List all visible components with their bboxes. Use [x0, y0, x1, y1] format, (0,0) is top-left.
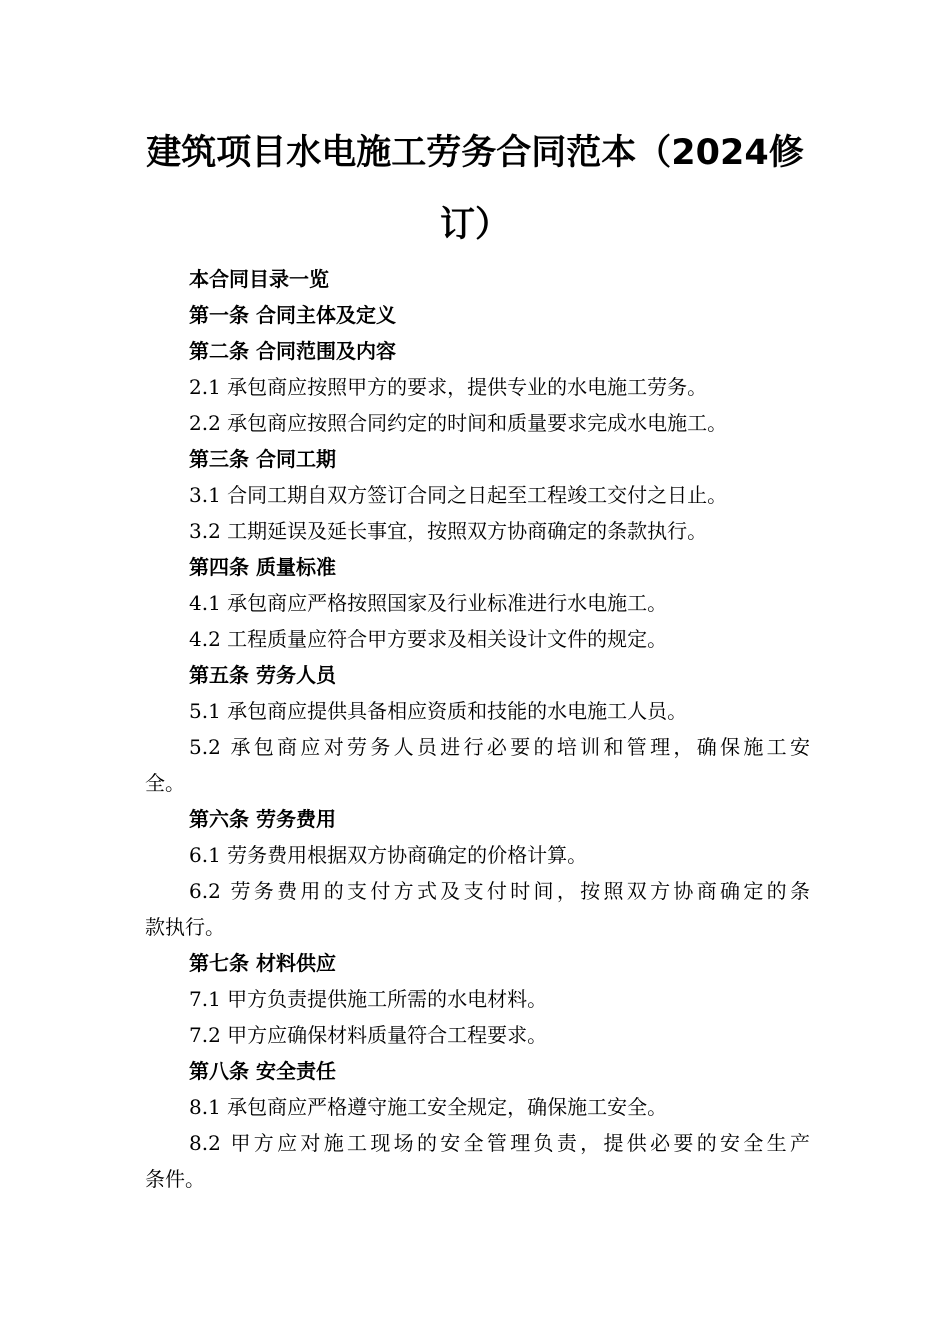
- document-title-line-1: 建筑项目水电施工劳务合同范本（2024修: [146, 133, 804, 173]
- article-8-heading: 第八条 安全责任: [189, 1059, 336, 1083]
- clause-8-2: 8.2 甲方应对施工现场的安全管理负责，提供必要的安全生产: [189, 1131, 810, 1155]
- clause-2-2: 2.2 承包商应按照合同约定的时间和质量要求完成水电施工。: [189, 411, 728, 435]
- article-4-heading: 第四条 质量标准: [189, 555, 336, 579]
- article-6-heading: 第六条 劳务费用: [189, 807, 336, 831]
- document-title-line-2: 订）: [439, 205, 510, 245]
- clause-5-2: 5.2 承包商应对劳务人员进行必要的培训和管理，确保施工安: [189, 735, 810, 759]
- clause-8-2-continued: 条件。: [145, 1167, 205, 1191]
- document-body: [145, 261, 810, 1197]
- clause-3-1: 3.1 合同工期自双方签订合同之日起至工程竣工交付之日止。: [189, 483, 728, 507]
- article-2-heading: 第二条 合同范围及内容: [189, 339, 396, 363]
- article-3-heading: 第三条 合同工期: [189, 447, 336, 471]
- clause-6-1: 6.1 劳务费用根据双方协商确定的价格计算。: [189, 843, 588, 867]
- toc-heading: 本合同目录一览: [189, 267, 329, 291]
- clause-5-1: 5.1 承包商应提供具备相应资质和技能的水电施工人员。: [189, 699, 688, 723]
- clause-6-2: 6.2 劳务费用的支付方式及支付时间，按照双方协商确定的条: [189, 879, 810, 903]
- article-1-heading: 第一条 合同主体及定义: [189, 303, 396, 327]
- clause-7-2: 7.2 甲方应确保材料质量符合工程要求。: [189, 1023, 548, 1047]
- clause-3-2: 3.2 工期延误及延长事宜，按照双方协商确定的条款执行。: [189, 519, 708, 543]
- article-5-heading: 第五条 劳务人员: [189, 663, 336, 687]
- clause-6-2-continued: 款执行。: [145, 915, 225, 939]
- clause-7-1: 7.1 甲方负责提供施工所需的水电材料。: [189, 987, 548, 1011]
- clause-4-1: 4.1 承包商应严格按照国家及行业标准进行水电施工。: [189, 591, 668, 615]
- clause-2-1: 2.1 承包商应按照甲方的要求，提供专业的水电施工劳务。: [189, 375, 708, 399]
- clause-8-1: 8.1 承包商应严格遵守施工安全规定，确保施工安全。: [189, 1095, 668, 1119]
- clause-5-2-continued: 全。: [145, 771, 185, 795]
- clause-4-2: 4.2 工程质量应符合甲方要求及相关设计文件的规定。: [189, 627, 668, 651]
- article-7-heading: 第七条 材料供应: [189, 951, 336, 975]
